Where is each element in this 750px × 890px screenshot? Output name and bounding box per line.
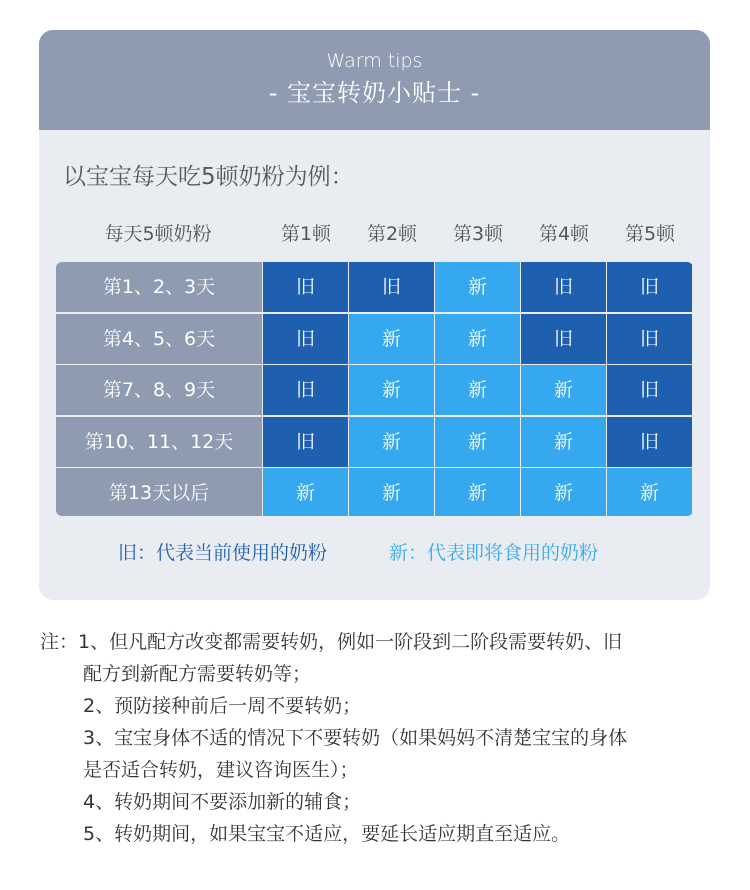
column-header-4: 第4顿 <box>538 223 590 245</box>
cell-old: 旧 <box>263 365 348 415</box>
cell-new: 新 <box>349 314 434 364</box>
cell-new: 新 <box>435 262 520 312</box>
note-line-1: 注：1、但凡配方改变都需要转奶，例如一阶段到二阶段需要转奶、旧 <box>40 631 623 653</box>
cell-new: 新 <box>435 365 520 415</box>
tips-card <box>39 30 710 600</box>
table-row <box>56 417 693 467</box>
cell-old: 旧 <box>607 365 692 415</box>
cell-new: 新 <box>435 314 520 364</box>
cell-old: 旧 <box>263 262 348 312</box>
note-line-7: 5、转奶期间，如果宝宝不适应，要延长适应期直至适应。 <box>83 823 571 845</box>
header-title-en: Warm tips <box>326 50 423 72</box>
note-line-4: 3、宝宝身体不适的情况下不要转奶（如果妈妈不清楚宝宝的身体 <box>83 727 628 749</box>
cell-new: 新 <box>263 468 348 516</box>
row-label: 第4、5、6天 <box>56 314 262 364</box>
note-line-5: 是否适合转奶，建议咨询医生）； <box>83 759 359 781</box>
notes-section <box>40 626 720 850</box>
column-header-1: 第1顿 <box>280 223 332 245</box>
cell-old: 旧 <box>349 262 434 312</box>
row-label: 第10、11、12天 <box>56 417 262 467</box>
row-label: 第7、8、9天 <box>56 365 262 415</box>
column-header-5: 第5顿 <box>624 223 676 245</box>
cell-new: 新 <box>349 417 434 467</box>
note-line-6: 4、转奶期间不要添加新的辅食； <box>83 791 362 813</box>
table-row <box>56 468 693 516</box>
schedule-grid <box>56 262 693 516</box>
cell-old: 旧 <box>263 417 348 467</box>
cell-old: 旧 <box>607 262 692 312</box>
row-label: 第1、2、3天 <box>56 262 262 312</box>
legend-new: 新：代表即将食用的奶粉 <box>389 542 599 564</box>
cell-new: 新 <box>607 468 692 516</box>
example-title: 以宝宝每天吃5顿奶粉为例： <box>63 164 354 190</box>
note-line-3: 2、预防接种前后一周不要转奶； <box>83 695 362 717</box>
table-row-header: 每天5顿奶粉 <box>104 223 212 245</box>
column-header-3: 第3顿 <box>452 223 504 245</box>
row-label: 第13天以后 <box>56 468 262 516</box>
cell-new: 新 <box>435 468 520 516</box>
cell-new: 新 <box>521 417 606 467</box>
cell-old: 旧 <box>607 417 692 467</box>
cell-old: 旧 <box>521 262 606 312</box>
cell-old: 旧 <box>263 314 348 364</box>
cell-new: 新 <box>349 468 434 516</box>
cell-new: 新 <box>521 365 606 415</box>
legend-old: 旧：代表当前使用的奶粉 <box>118 542 328 564</box>
note-line-2: 配方到新配方需要转奶等； <box>83 663 312 685</box>
cell-new: 新 <box>521 468 606 516</box>
cell-new: 新 <box>435 417 520 467</box>
cell-old: 旧 <box>521 314 606 364</box>
cell-old: 旧 <box>607 314 692 364</box>
table-row <box>56 262 693 312</box>
column-header-2: 第2顿 <box>366 223 418 245</box>
table-row <box>56 365 693 415</box>
table-row <box>56 314 693 364</box>
card-header <box>39 30 710 130</box>
header-title-zh: - 宝宝转奶小贴士 - <box>268 79 481 107</box>
cell-new: 新 <box>349 365 434 415</box>
